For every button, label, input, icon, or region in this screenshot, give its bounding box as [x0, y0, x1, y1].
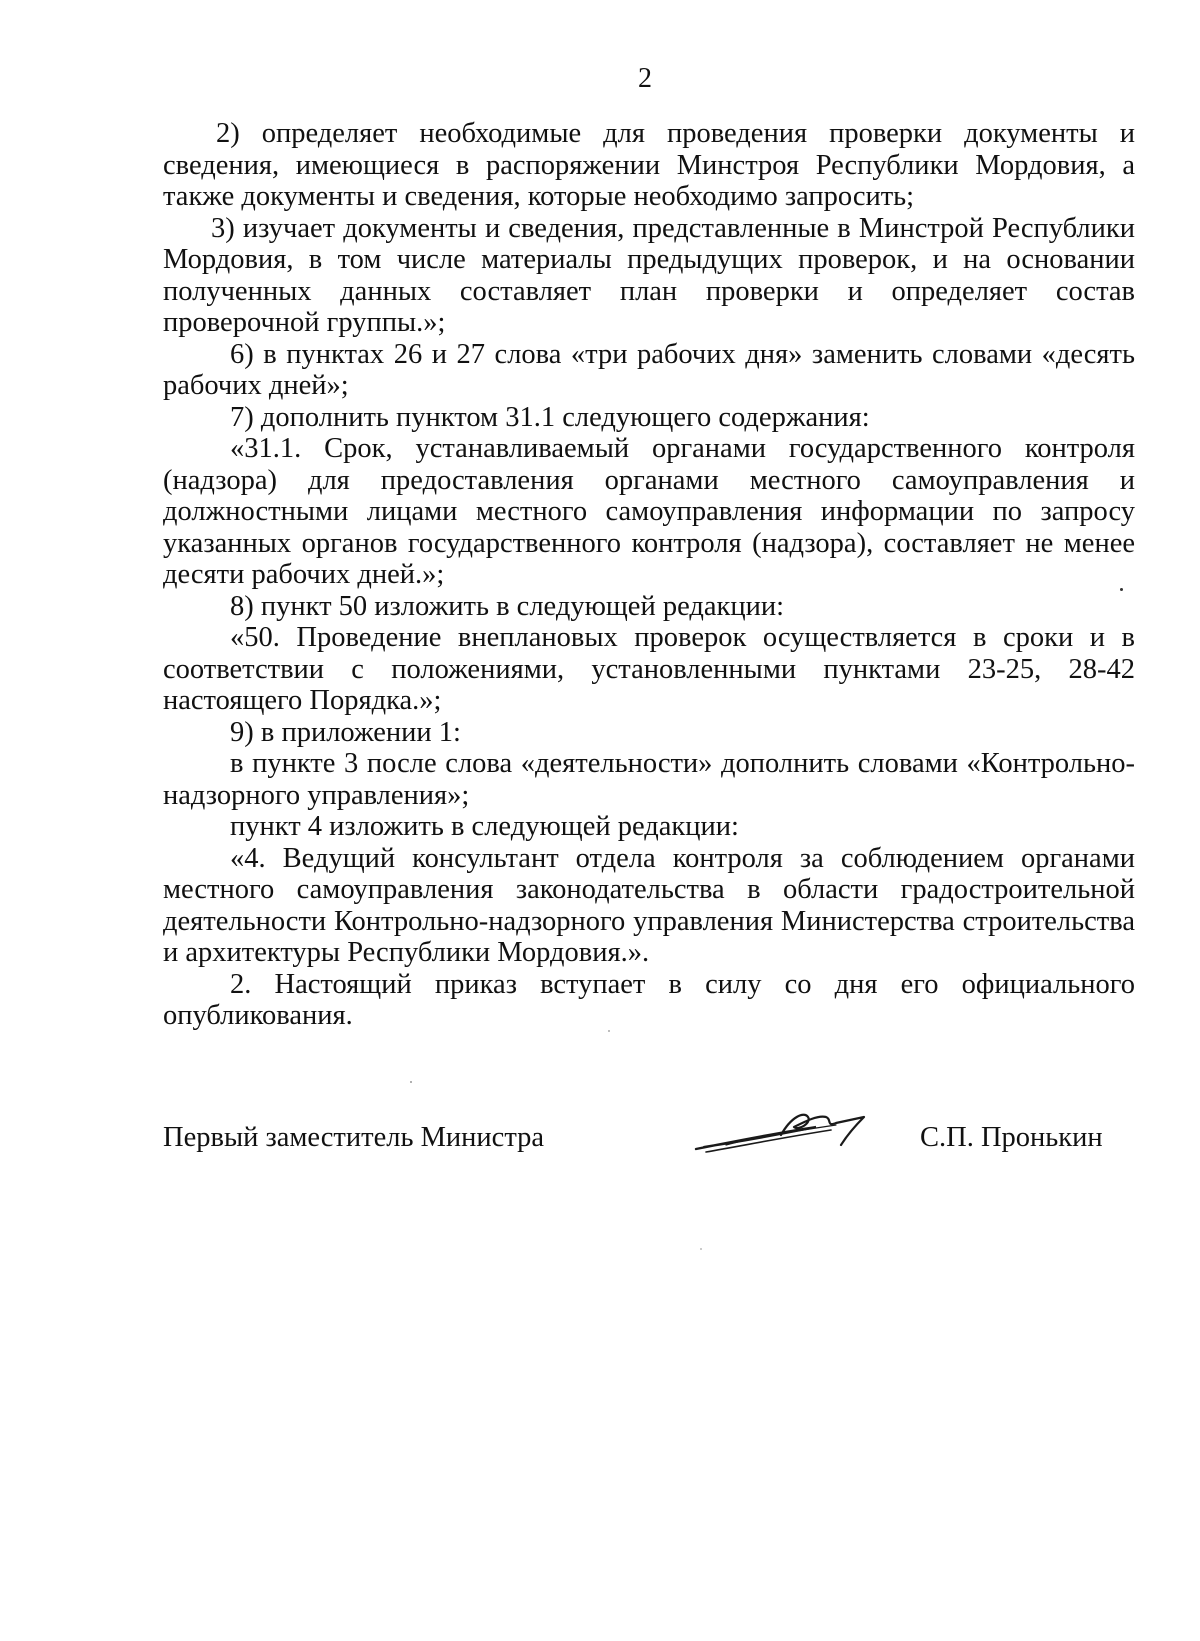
- paragraph-item-3: 3) изучает документы и сведения, представленные в Минстрой Республики Мордовия, в том числе материалы предыдущих проверок, и на основании полученных данных составляет план проверки и определяет состав проверочной группы.»;: [163, 212, 1135, 338]
- paragraph-clause-50: «50. Проведение внеплановых проверок осуществляется в сроки и в соответствии с положениями, установленными пунктами 23-25, 28-42 настоящего Порядка.»;: [163, 622, 1135, 716]
- scan-speck: [608, 1030, 610, 1032]
- paragraph-appendix-point-4-intro: пункт 4 изложить в следующей редакции:: [230, 811, 739, 842]
- signatory-name: С.П. Пронькин: [920, 1122, 1103, 1153]
- signatory-position: Первый заместитель Министра: [163, 1122, 545, 1153]
- paragraph-appendix-point-3: в пункте 3 после слова «деятельности» дополнить словами «Контрольно-надзорного управления»;: [163, 748, 1135, 811]
- signature-block: [163, 1112, 1103, 1172]
- paragraph-clause-31-1: «31.1. Срок, устанавливаемый органами государственного контроля (надзора) для предоставления органами местного самоуправления и должностными лицами местного самоуправления информации по запросу указанных органов государственного контроля (надзора), составляет не менее десяти рабочих дней.»;: [163, 433, 1135, 590]
- paragraph-effective-date: 2. Настоящий приказ вступает в силу со дня его официального опубликования.: [163, 968, 1135, 1031]
- paragraph-amendment-6: 6) в пунктах 26 и 27 слова «три рабочих дня» заменить словами «десять рабочих дней»;: [163, 338, 1135, 401]
- page-number: 2: [638, 63, 652, 94]
- paragraph-item-2: 2) определяет необходимые для проведения проверки документы и сведения, имеющиеся в распоряжении Минстроя Республики Мордовия, а также документы и сведения, которые необходимо запросить;: [163, 118, 1135, 212]
- paragraph-amendment-7: 7) дополнить пунктом 31.1 следующего содержания:: [230, 401, 870, 433]
- paragraph-amendment-8: 8) пункт 50 изложить в следующей редакции:: [230, 590, 785, 622]
- handwritten-signature-icon: [686, 1097, 876, 1167]
- scan-speck: [1120, 588, 1123, 591]
- paragraph-appendix-point-4: «4. Ведущий консультант отдела контроля за соблюдением органами местного самоуправления законодательства в области градостроительной деятельности Контрольно-надзорного управления Министерства строительства и архитектуры Республики Мордовия.».: [163, 842, 1135, 968]
- paragraph-amendment-9: 9) в приложении 1:: [230, 716, 461, 748]
- scan-speck: [700, 1248, 702, 1250]
- scan-speck: [410, 1081, 412, 1083]
- document-body: [163, 118, 1135, 1032]
